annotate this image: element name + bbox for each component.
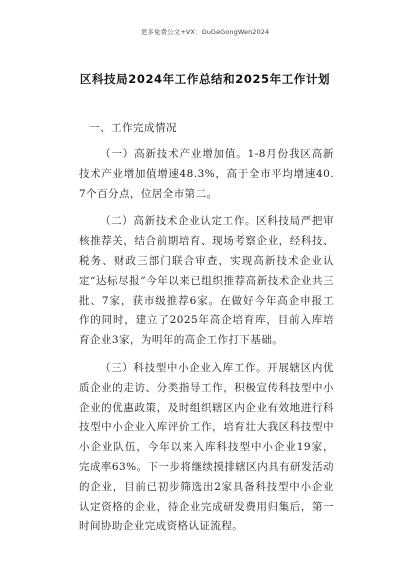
document-body bbox=[79, 120, 334, 545]
paragraph-high-tech-enterprise: （二）高新技术企业认定工作。区科技局严把审核推荐关，结合前期培育、现场考察企业，经科技、税务、财政三部门联合审查，实现高新技术企业认定“达标尽报”今年以来已组织推荐高新技术企业共三批、7家，获市级推荐6家。在做好今年高企申报工作的同时，建立了2025年高企培育库，目前入库培育企业3家，为明年的高企工作打下基础。 bbox=[79, 215, 334, 347]
header-note: 更多免费公文+VX：GuGeGongWen2024 bbox=[140, 28, 270, 36]
paragraph-sme-registration: （三）科技型中小企业入库工作。开展辖区内优质企业的走访、分类指导工作，积极宣传科技型中小企业的优惠政策，及时组织辖区内企业有效地进行科技型中小企业入库评价工作，培育壮大我区科技型中小企业队伍，今年以来入库科技型中小企业19家，完成率63%。下一步将继续摸排辖区内具有研发活动的企业，目前已初步筛选出2家具备科技型中小企业认定资格的企业，待企业完成研发费用归集后，第一时间协助企业完成资格认证流程。 bbox=[79, 361, 334, 533]
document-title: 区科技局2024年工作总结和2025年工作计划 bbox=[79, 72, 331, 86]
paragraph-high-tech-value: （一）高新技术产业增加值。1-8月份我区高新技术产业增加值增速48.3%，高于全市平均增速40.7个百分点，位居全市第二。 bbox=[79, 148, 334, 200]
section-heading: 一、工作完成情况 bbox=[89, 122, 177, 134]
